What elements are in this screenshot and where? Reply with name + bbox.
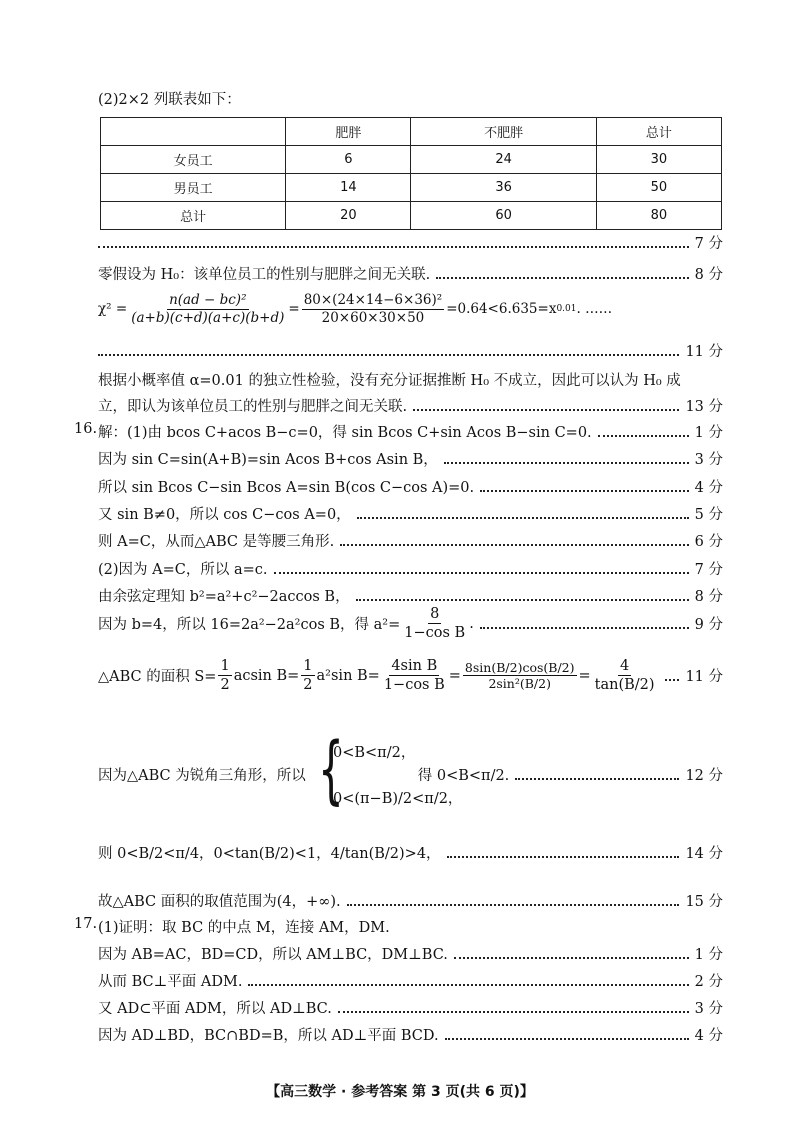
score: 4 分 bbox=[694, 480, 723, 496]
score: 7 分 bbox=[694, 236, 723, 252]
system-brace: { bbox=[318, 727, 344, 813]
table-cell: 14 bbox=[286, 174, 411, 202]
table-cell: 总计 bbox=[596, 118, 721, 146]
table-cell: 80 bbox=[596, 202, 721, 230]
score: 13 分 bbox=[685, 399, 723, 415]
q16-line-5: 则 A=C，从而△ABC 是等腰三角形. 6 分 bbox=[98, 530, 723, 551]
question-number-16: 16. bbox=[74, 421, 98, 437]
q17-line-1: (1)证明：取 BC 的中点 M，连接 AM，DM. bbox=[98, 920, 390, 936]
score: 8 分 bbox=[694, 589, 723, 605]
q16-line-7: 由余弦定理知 b²=a²+c²−2accos B， 8 分 bbox=[98, 585, 723, 606]
score: 6 分 bbox=[694, 534, 723, 550]
table-cell: 50 bbox=[596, 174, 721, 202]
conclusion-line-2: 立，即认为该单位员工的性别与肥胖之间无关联. 13 分 bbox=[98, 395, 723, 416]
q16-line-4: 又 sin B≠0，所以 cos C−cos A=0， 5 分 bbox=[98, 503, 723, 524]
q16-line-6: (2)因为 A=C，所以 a=c. 7 分 bbox=[98, 558, 723, 579]
score: 1 分 bbox=[694, 425, 723, 441]
score: 7 分 bbox=[694, 562, 723, 578]
chi-fraction-values: $\frac{\text{80×(24×14−6×36)²}}{20\times 60\times 30\times 50}$ bbox=[303, 292, 443, 326]
q17-line-3: 从而 BC⊥平面 ADM. 2 分 bbox=[98, 970, 723, 991]
score-line-11 bbox=[98, 340, 723, 361]
q16-line-12: 故△ABC 面积的取值范围为(4，+∞). 15 分 bbox=[98, 890, 723, 911]
score: 4 分 bbox=[694, 1028, 723, 1044]
table-header-row bbox=[101, 118, 722, 146]
table-cell: 36 bbox=[411, 174, 596, 202]
condition-1: 0<B<π/2， bbox=[333, 745, 416, 761]
chi-fraction-general: $\frac{\text{n(ad − bc)²}}{(a+b)(c+d)(a+c)(b+d)}$ bbox=[131, 292, 285, 326]
contingency-table bbox=[100, 117, 722, 230]
table-cell: 30 bbox=[596, 146, 721, 174]
chi-square-formula: χ² = $\frac{\text{n(ad − bc)²}}{(a+b)(c+d)(a+c)(b+d)}$ = $\frac{\text{80×(24×14−6×36)²}}{20\times 60\times 30\times 50}$ =0.64<6.635=x 0.01 . …… bbox=[98, 292, 613, 326]
table-cell: 20 bbox=[286, 202, 411, 230]
a-squared-fraction: $\frac{8}{\text{1−cos B}}$ bbox=[404, 606, 466, 642]
hypothesis-line: 零假设为 H₀：该单位员工的性别与肥胖之间无关联. 8 分 bbox=[98, 263, 723, 284]
q17-line-4: 又 AD⊂平面 ADM，所以 AD⊥BC. 3 分 bbox=[98, 997, 723, 1018]
score: 9 分 bbox=[694, 617, 723, 634]
q16-area-line: △ABC 的面积 S= $\frac{1}{2}$ acsin B= $\frac{1}{2}$ a²sin B= $\frac{\text{4sin B}}{\text{1−cos B}}$ = $\frac{8\sin(B/2)\cos(B/2)}{\text{2sin²(B/2)}}$ = $\frac{4}{\tan(B/2)}$ 11 分 bbox=[98, 658, 723, 694]
q17-line-2: 因为 AB=AC，BD=CD，所以 AM⊥BC，DM⊥BC. 1 分 bbox=[98, 943, 723, 964]
table-row bbox=[101, 146, 722, 174]
q16-line-11: 则 0<B/2<π/4，0<tan(B/2)<1，4/tan(B/2)>4， 14 分 bbox=[98, 842, 723, 863]
part2-heading: (2)2×2 列联表如下： bbox=[98, 92, 241, 108]
score: 8 分 bbox=[694, 267, 723, 283]
score: 3 分 bbox=[694, 1001, 723, 1017]
score: 3 分 bbox=[694, 452, 723, 468]
table-cell: 不肥胖 bbox=[411, 118, 596, 146]
score: 1 分 bbox=[694, 947, 723, 963]
question-number-17: 17. bbox=[74, 916, 98, 932]
page-footer: 【高三数学 · 参考答案 第 3 页(共 6 页)】 bbox=[266, 1084, 534, 1100]
table-row bbox=[101, 202, 722, 230]
score: 11 分 bbox=[685, 344, 723, 360]
table-cell: 60 bbox=[411, 202, 596, 230]
score: 14 分 bbox=[685, 846, 723, 862]
q16-line-8: 因为 b=4，所以 16=2a²−2a²cos B，得 a²= $\frac{8}{\text{1−cos B}}$ . 9 分 bbox=[98, 606, 723, 642]
score: 2 分 bbox=[694, 974, 723, 990]
score: 12 分 bbox=[685, 768, 723, 784]
table-cell: 24 bbox=[411, 146, 596, 174]
q16-acute-line: 因为△ABC 为锐角三角形，所以 得 0<B<π/2. 12 分 bbox=[98, 764, 723, 785]
table-cell: 6 bbox=[286, 146, 411, 174]
q16-line-2: 因为 sin C=sin(A+B)=sin Acos B+cos Asin B， 3 分 bbox=[98, 448, 723, 469]
table-cell: 男员工 bbox=[101, 174, 286, 202]
q16-line-1: 解：(1)由 bcos C+acos B−c=0，得 sin Bcos C+sin Acos B−sin C=0. 1 分 bbox=[98, 421, 723, 442]
score: 5 分 bbox=[694, 507, 723, 523]
score: 11 分 bbox=[685, 669, 723, 686]
q17-line-5: 因为 AD⊥BD，BC∩BD=B，所以 AD⊥平面 BCD. 4 分 bbox=[98, 1024, 723, 1045]
conclusion-line-1: 根据小概率值 α=0.01 的独立性检验，没有充分证据推断 H₀ 不成立，因此可以认为 H₀ 成 bbox=[98, 373, 681, 389]
score-line-7 bbox=[98, 232, 723, 253]
q16-line-3: 所以 sin Bcos C−sin Bcos A=sin B(cos C−cos A)=0. 4 分 bbox=[98, 476, 723, 497]
table-cell: 女员工 bbox=[101, 146, 286, 174]
condition-2: 0<(π−B)/2<π/2， bbox=[333, 791, 463, 807]
score: 15 分 bbox=[685, 894, 723, 910]
table-cell: 肥胖 bbox=[286, 118, 411, 146]
table-row bbox=[101, 174, 722, 202]
table-cell: 总计 bbox=[101, 202, 286, 230]
table-cell bbox=[101, 118, 286, 146]
